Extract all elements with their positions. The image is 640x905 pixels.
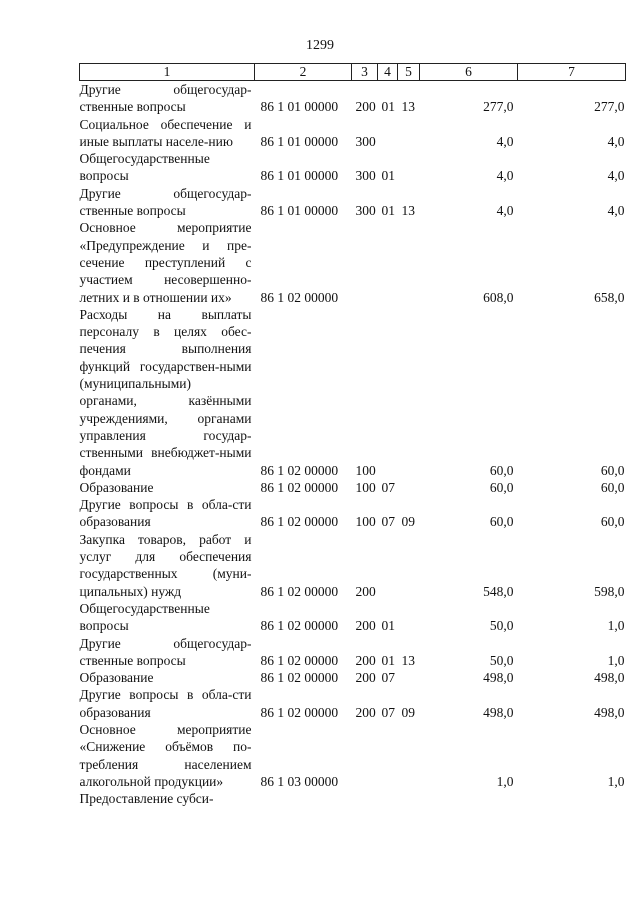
row-name: Социальное обеспечение и иные выплаты населе-нию xyxy=(79,116,252,149)
header-col-7: 7 xyxy=(518,64,626,81)
row-name: Другие общегосудар-ственные вопросы xyxy=(79,185,252,219)
row-value-7: 658,0 xyxy=(594,289,625,305)
row-col-4 xyxy=(378,116,398,151)
row-value-6: 608,0 xyxy=(483,289,514,305)
row-value-6: 4,0 xyxy=(496,133,514,149)
row-col-5 xyxy=(398,306,420,479)
row-col-4: 07 xyxy=(381,514,395,530)
header-row xyxy=(80,64,626,81)
row-value-7: 4,0 xyxy=(607,133,625,149)
row-col-3: 300 xyxy=(355,168,376,184)
header-col-5: 5 xyxy=(398,64,420,81)
row-col-4: 01 xyxy=(381,652,395,668)
row-value-6: 50,0 xyxy=(489,652,514,668)
row-col-4: 01 xyxy=(381,618,395,634)
row-col-3: 100 xyxy=(355,462,376,478)
row-col-4: 01 xyxy=(381,203,395,219)
row-col-5 xyxy=(398,721,420,790)
row-value-6: 498,0 xyxy=(483,670,514,686)
row-col-3: 300 xyxy=(355,133,376,149)
row-value-7: 277,0 xyxy=(594,99,625,115)
row-code: 86 1 02 00000 xyxy=(260,514,339,530)
row-value-6: 60,0 xyxy=(489,479,514,495)
row-col-4 xyxy=(378,790,398,807)
row-name: Другие вопросы в обла-сти образования xyxy=(79,497,252,530)
row-code: 86 1 01 00000 xyxy=(260,203,339,219)
row-col-4: 01 xyxy=(381,168,395,184)
table-row xyxy=(80,306,626,479)
row-value-6: 60,0 xyxy=(489,514,514,530)
row-col-3: 200 xyxy=(355,99,376,115)
row-value-6: 1,0 xyxy=(496,773,514,789)
row-value-6: 4,0 xyxy=(496,168,514,184)
table-row xyxy=(80,116,626,151)
row-value-7: 1,0 xyxy=(607,773,625,789)
row-name: Другие общегосудар-ственные вопросы xyxy=(79,635,252,668)
row-name: Основное мероприятие «Предупреждение и пре-сечение преступлений с участием несовершенно-летних и в отношении их» xyxy=(79,220,252,305)
row-code: 86 1 01 00000 xyxy=(260,168,339,184)
table-row xyxy=(80,669,626,686)
row-name: Образование xyxy=(79,479,154,495)
row-col-5 xyxy=(398,116,420,151)
row-code: 86 1 02 00000 xyxy=(260,462,339,478)
header-col-6: 6 xyxy=(420,64,518,81)
row-code: 86 1 02 00000 xyxy=(260,670,339,686)
row-value-7: 4,0 xyxy=(607,168,625,184)
row-name: Предоставление субси- xyxy=(79,791,214,807)
row-name: Закупка товаров, работ и услуг для обеспечения государственных (муни-ципальных) нужд xyxy=(79,531,252,599)
row-code xyxy=(255,790,352,807)
row-col-5: 13 xyxy=(401,203,415,219)
row-col-3 xyxy=(352,219,378,305)
row-value-7: 598,0 xyxy=(594,583,625,599)
header-col-4: 4 xyxy=(378,64,398,81)
row-code: 86 1 02 00000 xyxy=(260,583,339,599)
row-value-7: 498,0 xyxy=(594,704,625,720)
row-value-7: 1,0 xyxy=(607,618,625,634)
table-row xyxy=(80,496,626,531)
row-col-5: 09 xyxy=(401,704,415,720)
row-value-6: 498,0 xyxy=(483,704,514,720)
row-value-6: 548,0 xyxy=(483,583,514,599)
row-col-3: 200 xyxy=(355,618,376,634)
table-row xyxy=(80,600,626,635)
row-col-4 xyxy=(378,721,398,790)
row-value-7: 4,0 xyxy=(607,203,625,219)
row-name: Расходы на выплаты персоналу в целях обес-печения выполнения функций государствен-ными (муниципальными) органами, казёнными учреждениями, органами управления государ-ственными внебюджет-ными фондами xyxy=(79,306,252,478)
row-code: 86 1 01 00000 xyxy=(260,133,339,149)
row-name: Другие общегосудар-ственные вопросы xyxy=(79,82,252,115)
row-col-4 xyxy=(378,531,398,600)
table-body xyxy=(80,81,626,808)
row-code: 86 1 02 00000 xyxy=(260,479,339,495)
table-row xyxy=(80,150,626,185)
row-value-6 xyxy=(420,790,518,807)
row-value-7: 498,0 xyxy=(594,670,625,686)
row-code: 86 1 03 00000 xyxy=(260,773,339,789)
row-value-7: 60,0 xyxy=(600,462,625,478)
row-col-3: 100 xyxy=(355,514,376,530)
row-col-4: 01 xyxy=(381,99,395,115)
row-name: Основное мероприятие «Снижение объёмов по-требления населением алкогольной продукции» xyxy=(79,721,252,789)
row-name: Образование xyxy=(79,670,154,686)
table-row xyxy=(80,219,626,305)
row-name: Другие вопросы в обла-сти образования xyxy=(79,687,252,720)
row-value-6: 277,0 xyxy=(483,99,514,115)
row-col-5 xyxy=(398,600,420,635)
row-col-4: 07 xyxy=(381,670,395,686)
table-row xyxy=(80,790,626,807)
header-col-3: 3 xyxy=(352,64,378,81)
row-value-6: 50,0 xyxy=(489,618,514,634)
row-value-7 xyxy=(518,790,626,807)
row-code: 86 1 02 00000 xyxy=(260,704,339,720)
row-value-6: 60,0 xyxy=(489,462,514,478)
row-col-5 xyxy=(398,219,420,305)
table-row xyxy=(80,185,626,220)
row-col-5: 09 xyxy=(401,514,415,530)
row-col-5 xyxy=(398,479,420,496)
row-col-4 xyxy=(378,219,398,305)
row-value-6: 4,0 xyxy=(496,203,514,219)
row-code: 86 1 02 00000 xyxy=(260,618,339,634)
row-col-3 xyxy=(352,721,378,790)
row-code: 86 1 02 00000 xyxy=(260,652,339,668)
row-col-5 xyxy=(398,531,420,600)
row-col-3: 300 xyxy=(355,203,376,219)
row-col-5: 13 xyxy=(401,99,415,115)
row-col-5 xyxy=(398,669,420,686)
row-col-3: 200 xyxy=(355,704,376,720)
row-code: 86 1 02 00000 xyxy=(260,289,339,305)
table-row xyxy=(80,81,626,116)
row-col-5 xyxy=(398,790,420,807)
row-col-4: 07 xyxy=(381,479,395,495)
row-col-3: 200 xyxy=(355,670,376,686)
row-value-7: 60,0 xyxy=(600,514,625,530)
row-name: Общегосударственные вопросы xyxy=(79,151,210,184)
table-row xyxy=(80,686,626,721)
row-value-7: 1,0 xyxy=(607,652,625,668)
table-row xyxy=(80,721,626,790)
table-row xyxy=(80,479,626,496)
row-value-7: 60,0 xyxy=(600,479,625,495)
row-col-5 xyxy=(398,150,420,185)
table-row xyxy=(80,531,626,600)
page-number: 1299 xyxy=(306,38,334,53)
row-name: Общегосударственные вопросы xyxy=(79,600,210,634)
header-col-1: 1 xyxy=(80,64,255,81)
row-col-3: 200 xyxy=(355,652,376,668)
row-code: 86 1 01 00000 xyxy=(260,99,339,115)
budget-table xyxy=(79,63,626,807)
row-col-3: 200 xyxy=(355,583,376,599)
row-col-4: 07 xyxy=(381,704,395,720)
row-col-3: 100 xyxy=(355,479,376,495)
table-row xyxy=(80,635,626,670)
row-col-5: 13 xyxy=(401,652,415,668)
row-col-3 xyxy=(352,790,378,807)
row-col-4 xyxy=(378,306,398,479)
header-col-2: 2 xyxy=(255,64,352,81)
